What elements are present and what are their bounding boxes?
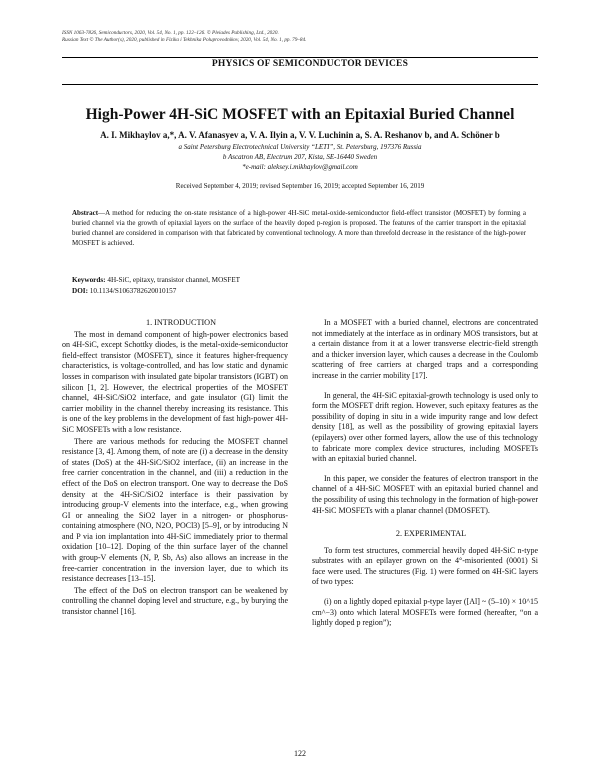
header-line-1: ISSN 1063-7826, Semiconductors, 2020, Vol. 54, No. 1, pp. 122–126. © Pleiades Publishing, Ltd., 2020. — [62, 30, 279, 36]
left-paragraph: The effect of the DoS on electron transport can be weakened by controlling the channel doping level and structure, e.g., by burying the transistor channel [16]. — [62, 585, 288, 617]
right-paragraph: In a MOSFET with a buried channel, electrons are concentrated not immediately at the interface as in ordinary MOS transistors, but at a certain distance from it at a lower transverse electric-field strength and a thicker inversion layer, which causes a decrease in the Coulomb scattering of free carriers at charged traps and a corresponding increase in the carrier mobility [17]. — [312, 318, 538, 380]
left-paragraph: There are various methods for reducing the MOSFET channel resistance [3, 4]. Among them, of note are (i) a decrease in the density of states (DoS) at the 4H-SiC/SiO2 interface, (ii) an increase in the free carrier concentration in the channel, and (iii) a reduction in the effect of the DoS on electron transport. One way to decrease the DoS density at the 4H-SiC/SiO2 interface is their passivation by introducing group-V elements into the interface, e.g., when growing GI or annealing the SiO2 layer in a nitrogen- or phosphorus-containing atmosphere (NO, N2O, POCl3) [5–9], or by introducing N and P via ion implantation into 4H-SiC immediately prior to thermal oxidation [10–12]. Doping of the thin surface layer of the channel with group-V elements (N, P, Sb, As) also allows an increase in the free-carrier concentration in the inversion layer, due to which its resistance decreases [13–15]. — [62, 436, 288, 584]
header-line-2: Russian Text © The Author(s), 2020, published in Fizika i Tekhnika Poluprovodnikov, 2020, Vol. 54, No. 1, pp. 79–84. — [62, 37, 307, 43]
journal-section: PHYSICS OF SEMICONDUCTOR DEVICES — [211, 59, 409, 69]
top-rule — [62, 57, 538, 58]
right-paragraph: To form test structures, commercial heavily doped 4H-SiC n-type substrates with an epilayer grown on the 4°-misoriented (0001) Si face were used. The structures (Fig. 1) were formed on 4H-SiC layers of two types: — [312, 545, 538, 587]
affiliation-a: a Saint Petersburg Electrotechnical University “LETI”, St. Petersburg, 197376 Russia — [178, 143, 422, 151]
journal-header — [62, 30, 542, 44]
doi-label: DOI: — [72, 287, 88, 295]
right-paragraph: In general, the 4H-SiC epitaxial-growth technology is used only to form the MOSFET drift region. However, such epitaxy features as the possibility of doping in situ in a wide impurity range and low defect density [18], as well as the possibility of growing epitaxial layers (epilayers) over other formed layers, allow the use of this technology to fabricate more complex device structures, including MOSFETs with an epitaxial buried channel. — [312, 390, 538, 464]
experimental-heading: 2. EXPERIMENTAL — [395, 529, 467, 539]
right-paragraph: In this paper, we consider the features of electron transport in the channel of a 4H-SiC MOSFET with an epitaxial buried channel and the possibility of using this technology in the formation of high-power 4H-SiC MOSFETs with a planar channel (DMOSFET). — [312, 473, 538, 515]
keywords-label: Keywords: — [72, 276, 106, 284]
keywords-block — [72, 275, 526, 297]
abstract-label: Abstract — [72, 209, 99, 217]
page-number: 122 — [294, 749, 306, 758]
right-column — [312, 318, 538, 629]
keywords-text: 4H-SiC, epitaxy, transistor channel, MOSFET — [105, 276, 241, 284]
left-column — [62, 318, 288, 618]
abstract-text: —A method for reducing the on-state resistance of a high-power 4H-SiC metal-oxide-semiconductor field-effect transistor (MOSFET) by forming a buried channel via the growth of epitaxial layers on the surface of the heavily doped p-region is proposed. The features of the carrier transport in the epitaxial buried channel are considered in comparison with that fabricated by conventional technology. A more than threefold decrease in the resistance of the high-power MOSFET is achieved. — [72, 209, 526, 247]
received-dates: Received September 4, 2019; revised September 16, 2019; accepted September 16, 2019 — [175, 182, 425, 190]
introduction-heading: 1. INTRODUCTION — [145, 318, 217, 327]
contact-email: *e-mail: aleksey.i.mikhaylov@gmail.com — [242, 163, 358, 171]
doi-text: 10.1134/S1063782620010157 — [87, 287, 177, 295]
paper-title: High-Power 4H-SiC MOSFET with an Epitaxial Buried Channel — [85, 106, 515, 123]
left-paragraph: The most in demand component of high-power electronics based on 4H-SiC, except Schottky diodes, is the metal-oxide-semiconductor field-effect transistor (MOSFET), since it features higher-frequency characteristics, is voltage-controlled, and has low static and dynamic losses in comparison with insulated gate bipolar transistors (IGBT) on silicon [1, 2]. However, the electrical properties of the MOSFET channel, 4H-SiC/SiO2 interface, and gate insulator (GI) limit the carrier mobility in the channel thereby increasing its resistance. This is one of the key problems in the development of fast high-power 4H-SiC MOSFETs with a low resistance. — [62, 329, 288, 434]
affiliation-b: b Ascatron AB, Electrum 207, Kista, SE-16440 Sweden — [222, 153, 378, 161]
right-paragraph: (i) on a lightly doped epitaxial p-type layer ([Al] ~ (5–10) × 10^15 cm^−3) onto which lateral MOSFETs were formed (hereafter, “on a lightly doped p region”); — [312, 597, 538, 628]
author-list: A. I. Mikhaylov a,*, A. V. Afanasyev a, V. A. Ilyin a, V. V. Luchinin a, S. A. Reshanov b, and A. Schöner b — [100, 130, 500, 140]
section-rule — [62, 84, 538, 85]
abstract — [72, 208, 526, 248]
